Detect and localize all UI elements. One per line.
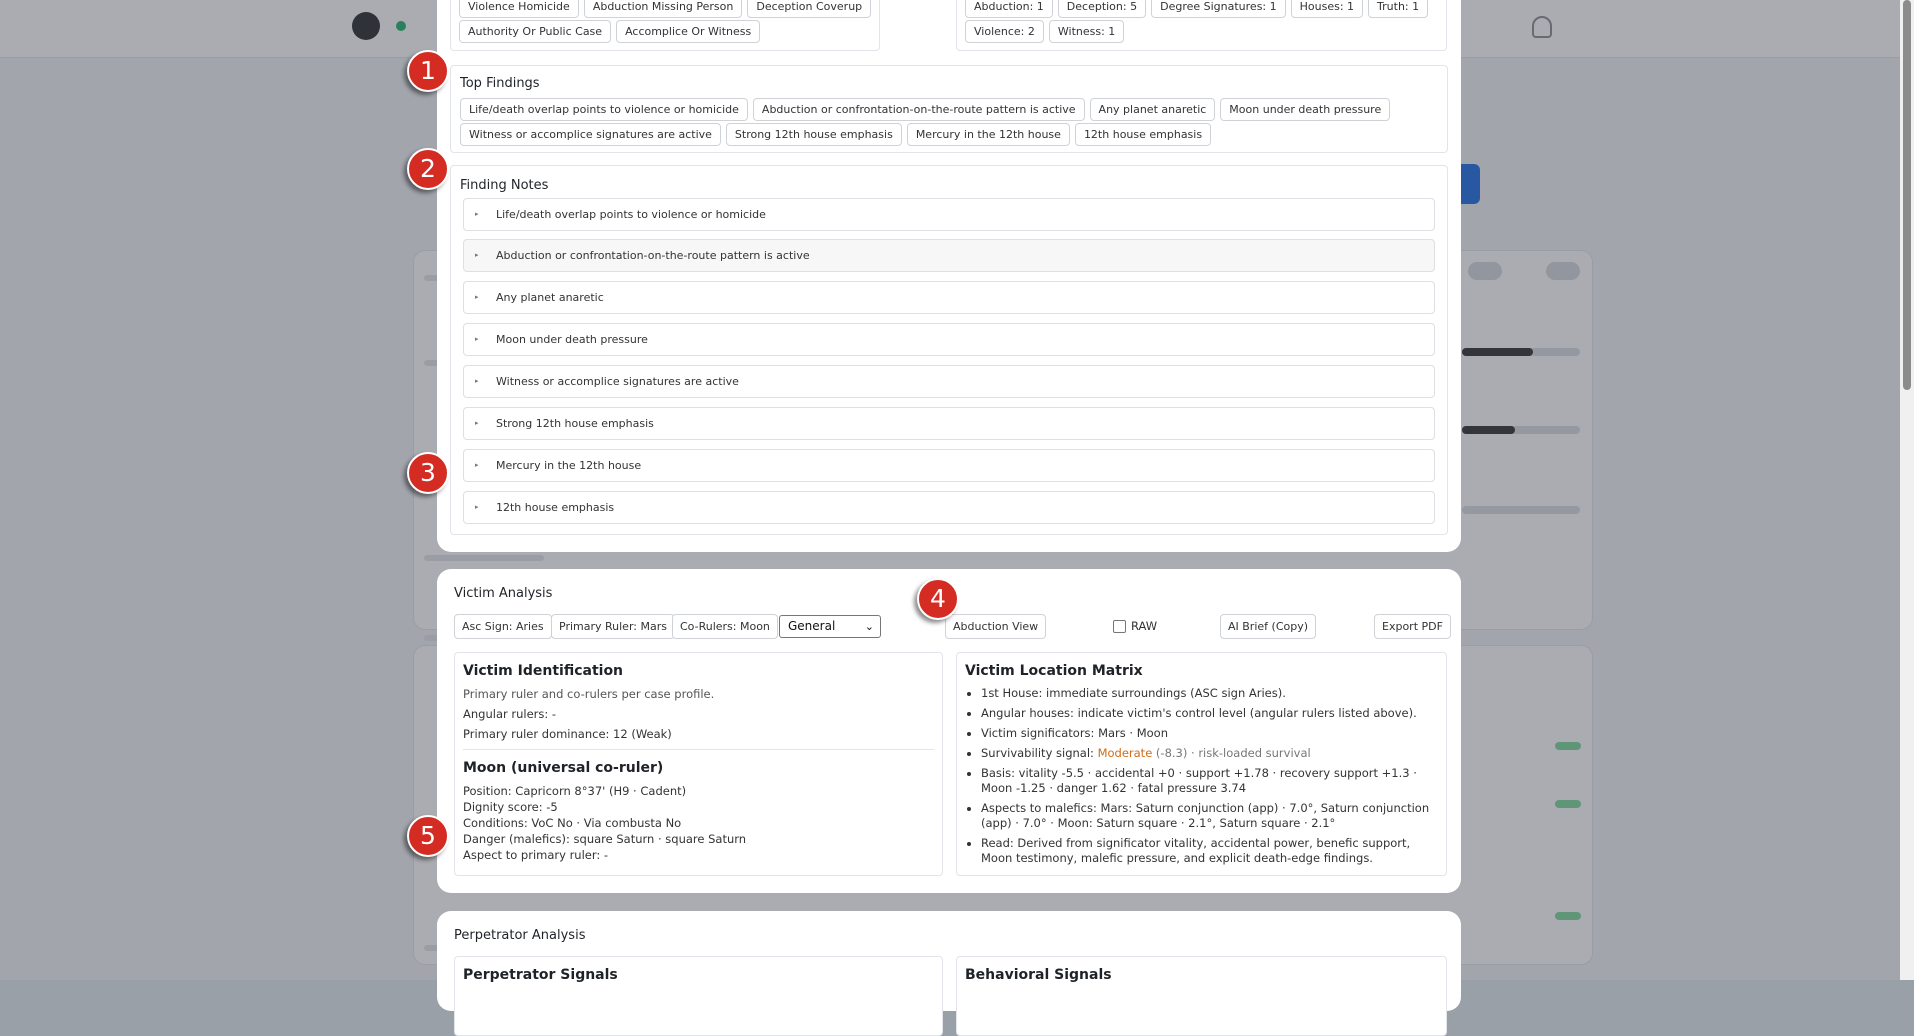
identification-line: Primary ruler and co-rulers per case profile. xyxy=(463,687,715,701)
top-findings-box xyxy=(450,65,1448,153)
finding-note-row[interactable] xyxy=(463,323,1435,356)
count-chip: Violence: 2 xyxy=(965,20,1044,43)
moon-line: Aspect to primary ruler: - xyxy=(463,848,609,862)
victim-identification-title: Victim Identification xyxy=(463,663,624,679)
finding-note-row[interactable] xyxy=(463,198,1435,231)
identification-line: Angular rulers: - xyxy=(463,707,557,721)
disclosure-arrow-icon: ▸ xyxy=(475,210,479,218)
count-chip: Witness: 1 xyxy=(1049,20,1124,43)
finding-chip: Strong 12th house emphasis xyxy=(726,123,902,146)
view-mode-select[interactable] xyxy=(779,615,881,638)
victim-analysis-title: Victim Analysis xyxy=(454,586,553,601)
asc-sign-chip: Asc Sign: Aries xyxy=(454,614,552,639)
abduction-view-button[interactable]: Abduction View xyxy=(945,614,1046,639)
behavioral-signals-title: Behavioral Signals xyxy=(965,967,1112,983)
matrix-item: • Angular houses: indicate victim's control level (angular rulers listed above). xyxy=(981,706,1435,721)
victim-analysis-panel xyxy=(437,569,1461,893)
category-chip: Violence Homicide xyxy=(459,0,579,18)
annotation-badge-2: 2 xyxy=(407,148,449,190)
category-chip: Abduction Missing Person xyxy=(584,0,743,18)
divider xyxy=(463,749,934,750)
disclosure-arrow-icon: ▸ xyxy=(475,419,479,427)
survivability-item xyxy=(981,746,1435,761)
survivability-suffix: (-8.3) · risk-loaded survival xyxy=(1152,746,1311,760)
matrix-item: • Read: Derived from significator vitality, accidental power, benefic support, Moon testimony, malefic pressure, and explicit death-edge findings. xyxy=(981,836,1435,866)
disclosure-arrow-icon: ▸ xyxy=(475,503,479,511)
finding-notes-title: Finding Notes xyxy=(460,178,549,193)
category-chip: Deception Coverup xyxy=(747,0,871,18)
annotation-badge-1: 1 xyxy=(407,50,449,92)
moon-line: Danger (malefics): square Saturn · square Saturn xyxy=(463,832,747,846)
finding-note-label: Mercury in the 12th house xyxy=(496,459,642,472)
select-value: General xyxy=(788,619,836,633)
finding-note-label: Life/death overlap points to violence or homicide xyxy=(496,208,766,221)
victim-identification-box xyxy=(454,652,943,876)
perpetrator-analysis-panel xyxy=(437,911,1461,1011)
finding-chip: Mercury in the 12th house xyxy=(907,123,1070,146)
finding-note-label: 12th house emphasis xyxy=(496,501,615,514)
co-rulers-chip: Co-Rulers: Moon xyxy=(672,614,778,639)
perpetrator-analysis-title: Perpetrator Analysis xyxy=(454,928,586,943)
finding-chip: Moon under death pressure xyxy=(1220,98,1390,121)
category-group-box xyxy=(450,0,880,51)
raw-label: RAW xyxy=(1131,619,1158,633)
moon-line: Position: Capricorn 8°37' (H9 · Cadent) xyxy=(463,784,687,798)
scrollbar-thumb[interactable] xyxy=(1903,0,1911,390)
behavioral-signals-box xyxy=(956,956,1447,1036)
chevron-down-icon: ⌄ xyxy=(864,620,874,633)
ai-brief-copy-button[interactable]: AI Brief (Copy) xyxy=(1220,614,1316,639)
finding-note-label: Moon under death pressure xyxy=(496,333,648,346)
finding-note-row[interactable] xyxy=(463,491,1435,524)
count-chip: Houses: 1 xyxy=(1291,0,1363,18)
annotation-badge-3: 3 xyxy=(407,452,449,494)
finding-chip: Any planet anaretic xyxy=(1090,98,1216,121)
annotation-badge-4: 4 xyxy=(917,578,959,620)
finding-note-row[interactable] xyxy=(463,407,1435,440)
survivability-prefix: Survivability signal: xyxy=(981,746,1098,760)
moon-line: Dignity score: -5 xyxy=(463,800,558,814)
finding-chip: Witness or accomplice signatures are active xyxy=(460,123,721,146)
count-group-box xyxy=(956,0,1447,51)
location-matrix-title: Victim Location Matrix xyxy=(965,663,1143,679)
finding-note-row[interactable] xyxy=(463,281,1435,314)
top-findings-title: Top Findings xyxy=(460,76,540,91)
disclosure-arrow-icon: ▸ xyxy=(475,461,479,469)
disclosure-arrow-icon: ▸ xyxy=(475,293,479,301)
matrix-item: • Basis: vitality -5.5 · accidental +0 · support +1.78 · recovery support +1.3 · Moon -1.25 · danger 1.62 · fatal pressure 3.74 xyxy=(981,766,1435,796)
survivability-value: Moderate xyxy=(1097,746,1153,760)
count-chip: Truth: 1 xyxy=(1368,0,1428,18)
export-pdf-button[interactable]: Export PDF xyxy=(1374,614,1451,639)
matrix-item: • Aspects to malefics: Mars: Saturn conjunction (app) · 7.0°, Saturn conjunction (app) · 7.0° · Moon: Saturn square · 2.1°, Saturn square · 2.1° xyxy=(981,801,1435,831)
finding-note-label: Abduction or confrontation-on-the-route pattern is active xyxy=(496,249,810,262)
moon-line: Conditions: VoC No · Via combusta No xyxy=(463,816,682,830)
raw-checkbox[interactable] xyxy=(1113,620,1126,633)
category-chip: Authority Or Public Case xyxy=(459,20,611,43)
matrix-item: • Victim significators: Mars · Moon xyxy=(981,726,1435,741)
primary-ruler-chip: Primary Ruler: Mars xyxy=(551,614,675,639)
disclosure-arrow-icon: ▸ xyxy=(475,335,479,343)
finding-chip: 12th house emphasis xyxy=(1075,123,1211,146)
count-chip: Deception: 5 xyxy=(1058,0,1146,18)
finding-note-label: Any planet anaretic xyxy=(496,291,604,304)
matrix-item: • 1st House: immediate surroundings (ASC sign Aries). xyxy=(981,686,1435,701)
category-chip: Accomplice Or Witness xyxy=(616,20,760,43)
disclosure-arrow-icon: ▸ xyxy=(475,251,479,259)
finding-note-row[interactable] xyxy=(463,449,1435,482)
location-matrix-list xyxy=(965,686,1435,871)
finding-chip: Life/death overlap points to violence or homicide xyxy=(460,98,748,121)
victim-location-matrix-box xyxy=(956,652,1447,876)
page-scrollbar[interactable] xyxy=(1900,0,1914,980)
perpetrator-signals-box xyxy=(454,956,943,1036)
finding-note-label: Witness or accomplice signatures are active xyxy=(496,375,739,388)
annotation-badge-5: 5 xyxy=(407,815,449,857)
finding-note-row[interactable] xyxy=(463,239,1435,272)
perpetrator-signals-title: Perpetrator Signals xyxy=(463,967,618,983)
moon-co-ruler-title: Moon (universal co-ruler) xyxy=(463,760,664,776)
finding-chip: Abduction or confrontation-on-the-route pattern is active xyxy=(753,98,1085,121)
finding-note-row[interactable] xyxy=(463,365,1435,398)
finding-note-label: Strong 12th house emphasis xyxy=(496,417,654,430)
identification-line: Primary ruler dominance: 12 (Weak) xyxy=(463,727,672,741)
disclosure-arrow-icon: ▸ xyxy=(475,377,479,385)
count-chip: Abduction: 1 xyxy=(965,0,1053,18)
count-chip: Degree Signatures: 1 xyxy=(1151,0,1286,18)
